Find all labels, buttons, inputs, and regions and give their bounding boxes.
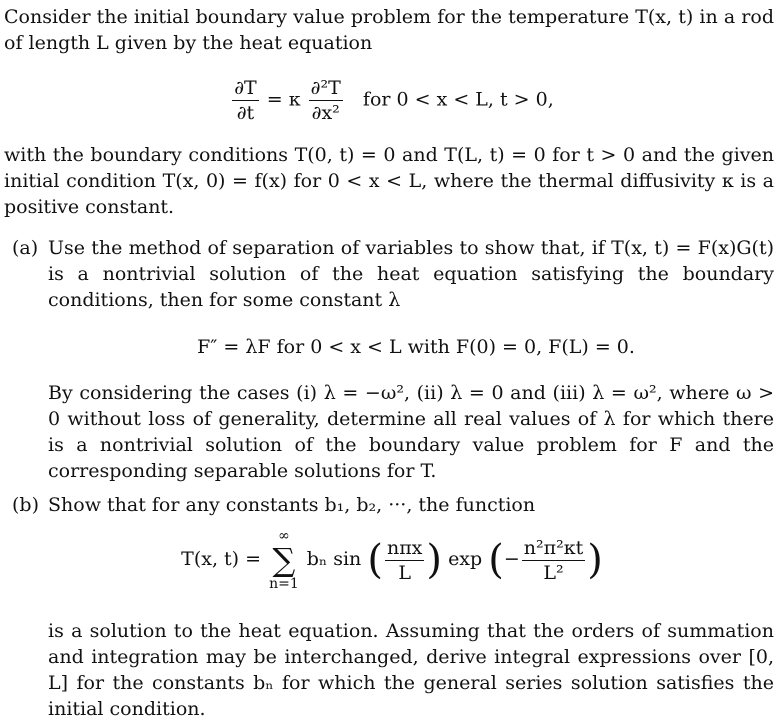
equation-domain: for 0 < x < L, t > 0, [362, 88, 554, 111]
heat-equation: $\frac{\partial T}{\partial t}$ = κ $\frac{\text{∂²T}}{\text{∂x²}}$ for 0 < x < L, t > 0, [234, 77, 554, 124]
d2T-dx2-fraction: $\frac{\text{∂²T}}{\text{∂x²}}$ [310, 77, 341, 124]
part-b-closing-text: is a solution to the heat equation. Assuming that the orders of summation and integration may be interchanged, derive integral expressions over [0, L] for the constants bₙ for which the general series solution satisfies the initial condition. [48, 620, 774, 720]
exponent-fraction: $\frac{\text{n²π²κt}}{\text{L²}}$ [523, 536, 584, 584]
boundary-conditions-paragraph: with the boundary conditions T(0, t) = 0 and T(L, t) = 0 for t > 0 and the given initial condition T(x, 0) = f(x) for 0 < x < L, where the thermal diffusivity κ is a positive constant. [4, 144, 774, 218]
dT-dt-fraction: $\frac{\partial T}{\partial t}$ [234, 77, 257, 124]
series-solution: T(x, t) = ∞ ∑ n=1 bₙ sin ( $\frac{\text{nπx}}{L}$ ) exp (− $\frac{\text{n²π²κt}}{\text{L²}}$ ) [181, 528, 603, 592]
part-a-equation: F″ = λF for 0 < x < L with F(0) = 0, F(L) = 0. [197, 336, 635, 358]
part-b-text: Show that for any constants b₁, b₂, ···, the function [48, 494, 536, 516]
intro-paragraph: Consider the initial boundary value problem for the temperature T(x, t) in a rod of length L given by the heat equation [4, 6, 774, 54]
part-b-label: (b) [12, 494, 39, 516]
summation-sign: ∞ ∑ n=1 [269, 528, 299, 592]
part-a-text: Use the method of separation of variables to show that, if T(x, t) = F(x)G(t) is a nontrivial solution of the heat equation satisfying the boundary conditions, then for some constant λ [48, 237, 774, 311]
part-a-cases-text: By considering the cases (i) λ = −ω², (ii) λ = 0 and (iii) λ = ω², where ω > 0 without loss of generality, determine all real values of λ for which there is a nontrivial solution of the boundary value problem for F and the corresponding separable solutions for T. [48, 382, 774, 482]
part-a-label: (a) [12, 237, 39, 259]
sine-argument-fraction: $\frac{\text{nπx}}{L}$ [386, 536, 423, 584]
